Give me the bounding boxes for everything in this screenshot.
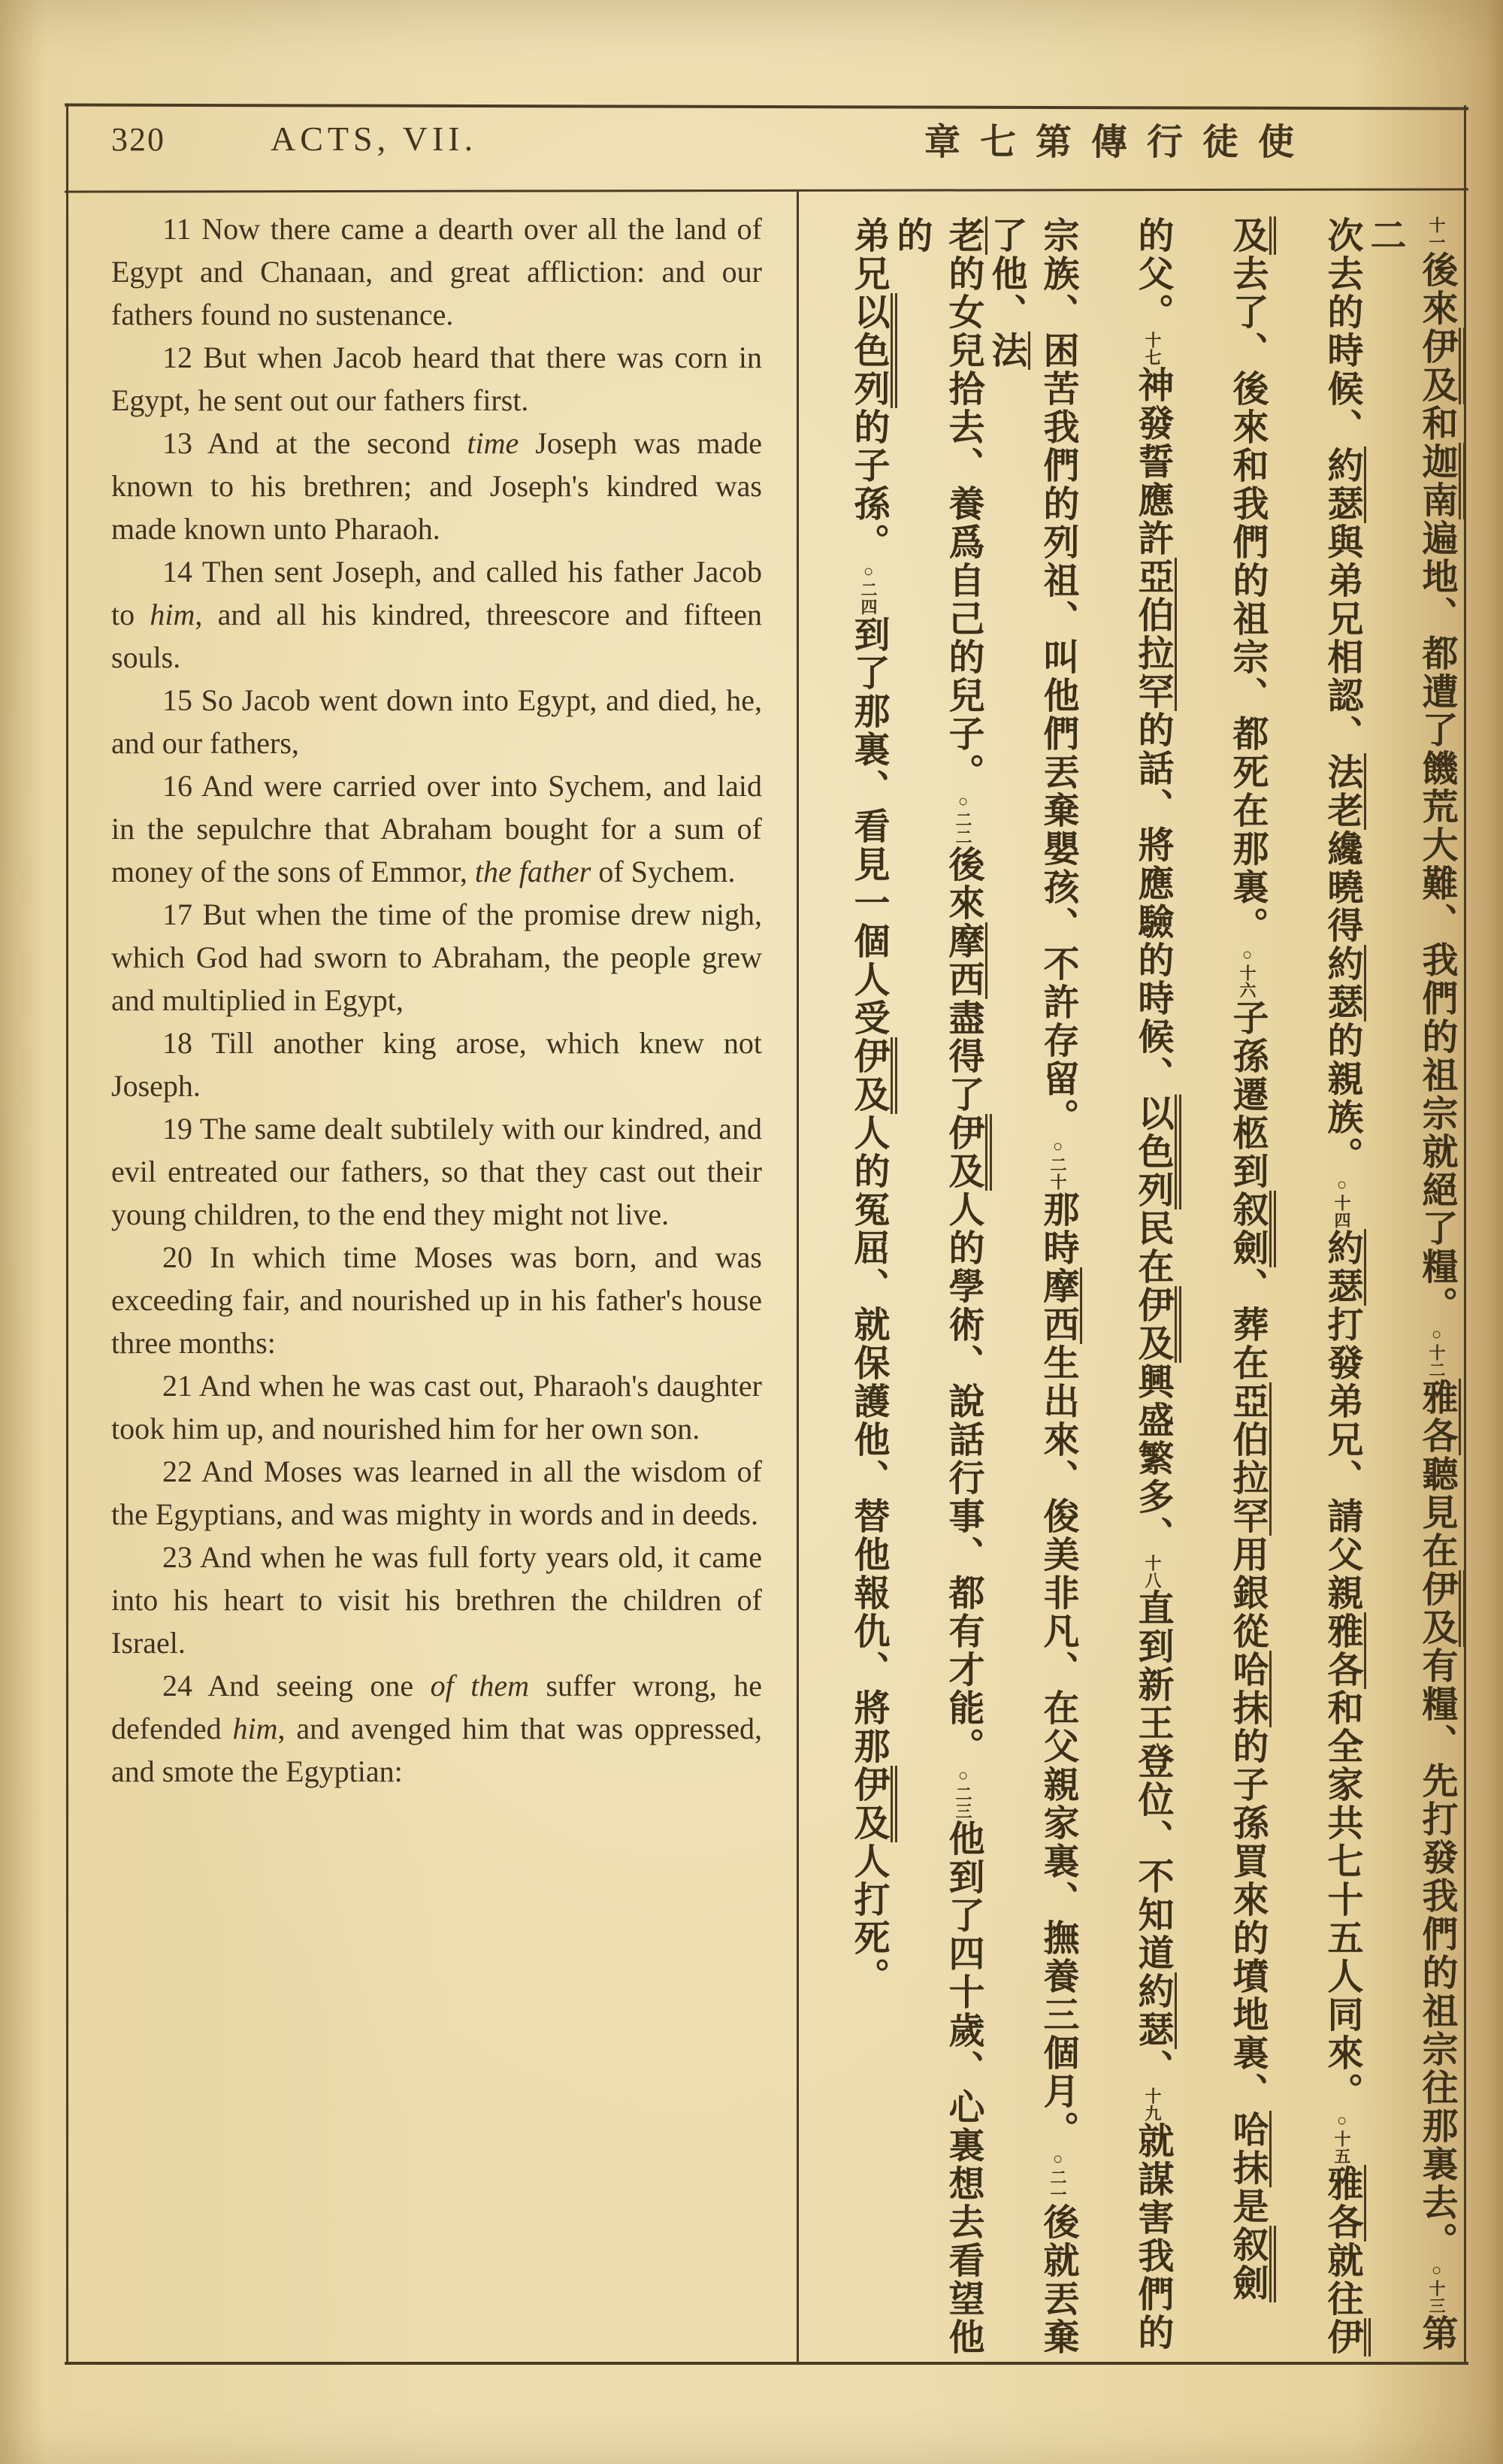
running-title-english: ACTS, VII. [271,120,478,158]
chinese-column-6 [891,197,989,2362]
bottom-rule [65,2362,1468,2365]
place-name: 伊 [1322,2318,1371,2357]
person-name: 摩西 [943,922,987,999]
place-name: 伊及 [1417,1570,1465,1647]
verse-paragraph: 15 So Jacob went down into Egypt, and died, he, and our fathers, [111,683,762,760]
verse-paragraph: 19 The same dealt subtilely with our kindred, and evil entreated our fathers, so that they cast out their young children, to the end they might not live. [111,1112,762,1231]
verse-number-marker: ○二二 [954,792,972,846]
chinese-column-5 [986,197,1084,2362]
place-name: 迦南 [1417,443,1465,519]
scripture-text: 聽見在 [1417,1455,1456,1570]
scripture-text: 打發弟兄、請父親 [1322,1306,1362,1612]
column-divider-rule [797,189,799,2362]
running-title-chinese: 章七第傳行徒使 [924,123,1314,162]
person-name: 約瑟 [1322,1229,1366,1306]
scripture-text: 就謀害我們的 [1133,2122,1172,2352]
scripture-text: 那時 [1038,1191,1078,1267]
scripture-text: 他到了四十歲、心裏想去看望他的 [891,216,983,2357]
scripture-text: 的女兒拾去、養爲自己的兒子。 [943,255,983,792]
verse-number-marker: ○十四 [1332,1175,1351,1229]
chinese-column-7 [801,197,894,2362]
place-name: 及 [1227,216,1276,255]
scripture-text: 到了那裏、看見一個人受 [848,616,888,1037]
verse-number-marker: ○二四 [859,562,878,616]
scripture-text: 盡得了 [943,999,983,1114]
english-text-column [111,207,762,1793]
verse-paragraph: 24 And seeing one of them suffer wrong, he defended him, and avenged him that was oppressed, and smote the Egyptian: [111,1669,762,1788]
place-name: 伊及 [1417,328,1465,404]
verse-paragraph: 13 And at the second time Joseph was made known to his brethren; and Joseph's kindred was made known unto Pharaoh. [111,426,762,546]
place-name: 伊及 [943,1114,992,1191]
scripture-text: 後來 [1417,251,1456,328]
verse-paragraph: 11 Now there came a dearth over all the land of Egypt and Chanaan, and great affliction: and our fathers found no sustenance. [111,212,762,331]
person-name: 亞伯拉罕 [1227,1382,1272,1536]
place-name: 以色列 [848,293,897,408]
verse-paragraph: 23 And when he was full forty years old, it came into his heart to visit his brethren the children of Israel. [111,1540,762,1660]
person-name: 老 [943,216,987,255]
person-name: 約瑟 [1133,1972,1177,2049]
place-name: 叙劍 [1227,2226,1276,2302]
page-number: 320 [111,121,165,158]
scripture-text: 的親族。 [1322,1022,1362,1175]
scripture-text: 和 [1417,404,1456,443]
verse-paragraph: 22 And Moses was learned in all the wisdom of the Egyptians, and was mighty in words and in deeds. [111,1454,762,1531]
chinese-column-1 [1365,197,1462,2362]
scripture-text: 的子孫。 [848,408,888,562]
person-name: 亞伯拉罕 [1133,558,1177,711]
verse-number-marker: ○十六 [1238,945,1257,999]
person-name: 雅各 [1417,1379,1461,1455]
header-rule [65,188,1468,192]
scripture-text: 人打死。 [848,1842,888,1996]
scripture-text: 、葬在 [1227,1267,1267,1382]
verse-paragraph: 17 But when the time of the promise drew nigh, which God had sworn to Abraham, the people grew and multiplied in Egypt, [111,898,762,1017]
scripture-text: 遍地、都遭了饑荒大難、我們的祖宗就絕了糧。 [1417,519,1456,1324]
place-name: 叙劍 [1227,1191,1276,1267]
left-border-rule [66,105,68,2365]
chinese-column-3 [1180,197,1273,2362]
verse-paragraph: 12 But when Jacob heard that there was corn in Egypt, he sent out our fathers first. [111,341,762,417]
person-name: 哈抹 [1227,1651,1272,1727]
place-name: 伊及 [1133,1286,1181,1363]
place-name: 以色列 [1133,1094,1181,1209]
page-header [0,113,1503,188]
scripture-text: 神發誓應許 [1133,366,1172,558]
scripture-text: 纔曉得 [1322,830,1362,945]
scripture-text: 人的學術、說話行事、都有才能。 [943,1191,983,1766]
verse-number-marker: 十七 [1143,331,1162,366]
chinese-column-4 [1085,197,1178,2362]
scripture-text: 興盛繁多、 [1133,1363,1172,1554]
scripture-text: 的父。 [1133,216,1172,331]
place-name: 伊及 [848,1766,897,1842]
scripture-text: 子孫遷柩到 [1227,999,1267,1191]
scripture-text: 宗族、困苦我們的列祖、叫他們丟棄嬰孩、不許存留。 [1038,216,1078,1137]
person-name: 雅各 [1322,1612,1366,1689]
verse-paragraph: 18 Till another king arose, which knew not Joseph. [111,1026,762,1103]
scripture-text: 的話、將應驗的時候、 [1133,711,1172,1094]
scripture-text: 是 [1227,2187,1267,2226]
scripture-text: 次去的時候、 [1322,216,1362,446]
verse-number-marker: ○二三 [954,1766,972,1820]
verse-number-marker: 十八 [1143,1554,1162,1589]
verse-number-marker: 十九 [1143,2087,1162,2122]
scripture-text: 用銀從 [1227,1536,1267,1651]
person-name: 雅各 [1322,2165,1366,2242]
top-rule [65,104,1468,110]
scripture-text: 的子孫買來的墳地裏、 [1227,1727,1267,2111]
chinese-column-2 [1275,197,1368,2362]
verse-paragraph: 14 Then sent Joseph, and called his father Jacob to him, and all his kindred, threescore and fifteen souls. [111,555,762,674]
scripture-text: 、 [1133,2049,1172,2087]
scripture-text: 後就丟棄了他、 [986,216,1078,2357]
chinese-text-block [801,197,1462,2362]
verse-number-marker: ○二十 [1048,1137,1067,1191]
scripture-text: 與弟兄相認、 [1322,523,1362,753]
scripture-text: 直到新王登位、不知道 [1133,1589,1172,1972]
verse-paragraph: 21 And when he was cast out, Pharaoh's daughter took him up, and nourished him for her own son. [111,1369,762,1445]
person-name: 哈抹 [1227,2111,1272,2187]
person-name: 摩西 [1038,1267,1082,1344]
person-name: 法老 [1322,753,1366,830]
verse-paragraph: 20 In which time Moses was born, and was exceeding fair, and nourished up in his father's house three months: [111,1240,762,1360]
verse-paragraph: 16 And were carried over into Sychem, and laid in the sepulchre that Abraham bought for a sum of money of the sons of Emmor, the father of Sychem. [111,769,762,888]
verse-number-marker: ○十二 [1427,1324,1446,1379]
person-name: 法 [986,331,1030,370]
scripture-text: 有糧、先打發我們的祖宗往那裏去。 [1417,1647,1456,2260]
scripture-text: 去了、後來和我們的祖宗、都死在那裏。 [1227,255,1267,945]
scripture-text: 第二 [1365,216,1456,2353]
verse-number-marker: ○二一 [1048,2149,1067,2203]
verse-number-marker: ○十五 [1332,2111,1351,2165]
scripture-text: 和全家共七十五人同來。 [1322,1689,1362,2111]
scripture-text: 人的冤屈、就保護他、替他報仇、將那 [848,1114,888,1766]
scripture-text: 後來 [943,846,983,922]
verse-number-marker: 十一 [1427,216,1446,251]
scripture-text: 弟兄 [848,216,888,293]
person-name: 約瑟 [1322,446,1366,523]
scripture-text: 生出來、俊美非凡、在父親家裏、撫養三個月。 [1038,1344,1078,2149]
scripture-text: 民在 [1133,1209,1172,1286]
scripture-text: 就往 [1322,2242,1362,2318]
person-name: 約瑟 [1322,945,1366,1022]
verse-number-marker: ○十三 [1427,2260,1446,2314]
place-name: 伊及 [848,1037,897,1114]
